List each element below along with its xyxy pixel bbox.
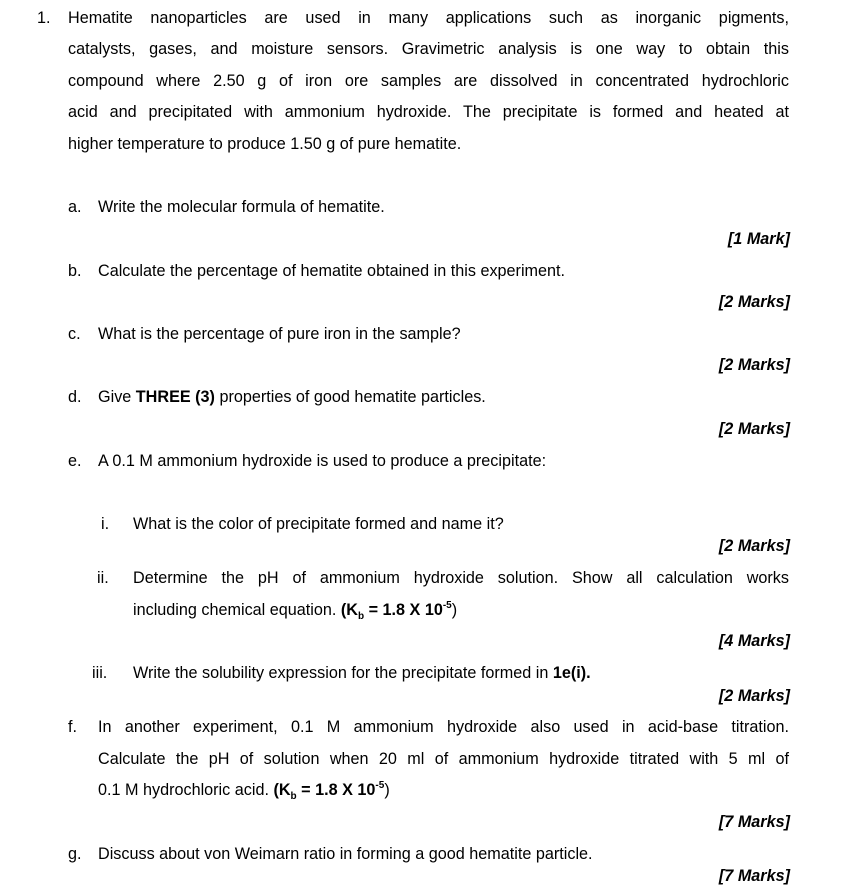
intro-line-1: Hematite nanoparticles are used in many applications such as inorganic pigments, xyxy=(68,9,789,27)
part-a-text: Write the molecular formula of hematite. xyxy=(98,198,385,216)
part-a-marks: [1 Mark] xyxy=(727,230,790,248)
part-e-iii-ref: 1e(i). xyxy=(552,664,591,682)
part-e-ii-line-2 xyxy=(133,599,458,623)
kb-subscript: b xyxy=(357,611,365,623)
question-number: 1. xyxy=(37,9,51,27)
part-f-line-3 xyxy=(98,779,390,803)
part-d-text xyxy=(98,388,486,407)
part-e-ii-line-1: Determine the pH of ammonium hydroxide solution. Show all calculation works xyxy=(133,569,789,587)
part-d-marks: [2 Marks] xyxy=(718,420,790,438)
part-b-text: Calculate the percentage of hematite obtained in this experiment. xyxy=(98,262,566,280)
kb-subscript: b xyxy=(290,791,297,803)
part-d-post: properties of good hematite particles. xyxy=(214,388,486,406)
part-b-marks: [2 Marks] xyxy=(718,293,790,311)
part-d-bold: THREE (3) xyxy=(135,388,215,406)
part-e-ii-label: ii. xyxy=(97,569,109,587)
part-c-text: What is the percentage of pure iron in the sample? xyxy=(98,325,461,343)
kb-exponent: -5 xyxy=(442,599,452,611)
intro-line-4: acid and precipitated with ammonium hydroxide. The precipitate is formed and heated at xyxy=(68,103,789,121)
part-e-ii-line-2-text: including chemical equation. xyxy=(133,601,341,619)
kb-value: = 1.8 X 10 xyxy=(296,781,376,799)
part-e-i-text: What is the color of precipitate formed and name it? xyxy=(133,515,504,533)
intro-line-2: catalysts, gases, and moisture sensors. Gravimetric analysis is one way to obtain this xyxy=(68,40,789,58)
kb-close: ) xyxy=(384,781,390,799)
part-e-iii-text-main: Write the solubility expression for the precipitate formed in xyxy=(133,664,553,682)
part-c-label: c. xyxy=(68,325,81,343)
part-e-i-marks: [2 Marks] xyxy=(718,537,790,555)
part-f-marks: [7 Marks] xyxy=(718,813,790,831)
part-f-line-1: In another experiment, 0.1 M ammonium hydroxide also used in acid-base titration. xyxy=(98,718,789,736)
part-e-ii-kb xyxy=(340,599,452,623)
part-e-label: e. xyxy=(68,452,82,470)
part-a-label: a. xyxy=(68,198,82,216)
kb-value: = 1.8 X 10 xyxy=(364,601,443,619)
part-e-i-label: i. xyxy=(101,515,110,533)
part-f-label: f. xyxy=(68,718,77,736)
kb-close: ) xyxy=(451,601,458,619)
part-g-label: g. xyxy=(68,845,82,863)
part-e-iii-text xyxy=(133,664,591,683)
part-f-line-2: Calculate the pH of solution when 20 ml of ammonium hydroxide titrated with 5 ml of xyxy=(98,750,789,768)
kb-open: (K xyxy=(273,781,291,799)
part-f-line-3-text: 0.1 M hydrochloric acid. xyxy=(98,781,274,799)
part-d-label: d. xyxy=(68,388,82,406)
part-g-text: Discuss about von Weimarn ratio in forming a good hematite particle. xyxy=(98,845,593,863)
part-e-iii-marks: [2 Marks] xyxy=(718,687,790,705)
part-f-kb xyxy=(273,779,385,803)
part-b-label: b. xyxy=(68,262,82,280)
kb-open: (K xyxy=(340,601,358,619)
kb-exponent: -5 xyxy=(375,779,385,791)
part-d-pre: Give xyxy=(98,388,136,406)
part-c-marks: [2 Marks] xyxy=(718,356,790,374)
part-e-ii-marks: [4 Marks] xyxy=(718,632,790,650)
part-e-iii-label: iii. xyxy=(92,664,108,682)
intro-line-5: higher temperature to produce 1.50 g of pure hematite. xyxy=(68,135,462,153)
intro-line-3: compound where 2.50 g of iron ore samples are dissolved in concentrated hydrochloric xyxy=(68,72,789,90)
part-e-text: A 0.1 M ammonium hydroxide is used to produce a precipitate: xyxy=(98,452,547,470)
part-g-marks: [7 Marks] xyxy=(718,867,790,885)
